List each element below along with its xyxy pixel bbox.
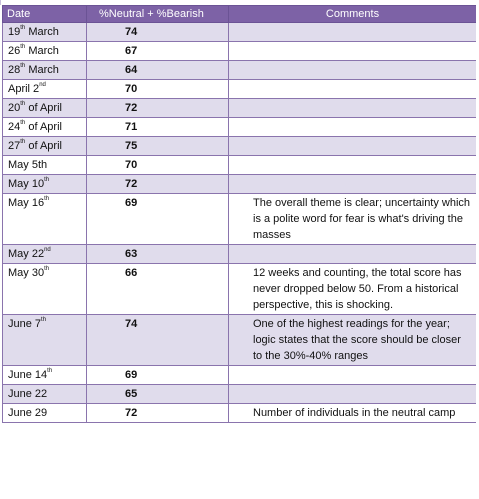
date-main: May 16 — [8, 197, 45, 209]
date-ordinal-suffix: th — [44, 196, 50, 203]
date-main: May 5th — [8, 159, 48, 171]
date-rest: of April — [28, 121, 62, 133]
comment-cell — [229, 366, 477, 385]
date-ordinal-suffix: th — [44, 177, 50, 184]
score-cell: 75 — [87, 137, 229, 156]
page-corner-mark — [0, 0, 1, 5]
comment-cell: The overall theme is clear; uncertainty which is a polite word for fear is what's driving the masses — [229, 194, 477, 245]
date-ordinal-suffix: th — [41, 317, 47, 324]
comment-cell — [229, 175, 477, 194]
date-cell — [3, 156, 87, 175]
date-ordinal-suffix: th — [20, 139, 26, 146]
date-cell — [3, 175, 87, 194]
date-cell — [3, 137, 87, 156]
date-cell — [3, 194, 87, 245]
comment-cell: 12 weeks and counting, the total score has never dropped below 50. From a historical perspective, this is shocking. — [229, 264, 477, 315]
table-row — [3, 118, 477, 137]
score-cell: 70 — [87, 156, 229, 175]
score-cell: 64 — [87, 61, 229, 80]
table-row — [3, 264, 477, 315]
date-main: 26 — [8, 45, 21, 57]
date-rest: March — [28, 26, 59, 38]
date-cell — [3, 245, 87, 264]
date-rest: of April — [28, 102, 62, 114]
header-comments: Comments — [229, 6, 477, 23]
date-main: 20 — [8, 102, 21, 114]
comment-cell — [229, 118, 477, 137]
date-main: June 29 — [8, 407, 48, 419]
date-cell — [3, 315, 87, 366]
table-row — [3, 42, 477, 61]
sentiment-table-container — [2, 5, 476, 499]
score-cell: 69 — [87, 366, 229, 385]
table-row — [3, 175, 477, 194]
date-main: April 2 — [8, 83, 40, 95]
comment-cell — [229, 80, 477, 99]
date-main: June 14 — [8, 369, 48, 381]
header-date: Date — [3, 6, 87, 23]
date-ordinal-suffix: nd — [44, 247, 51, 254]
score-cell: 63 — [87, 245, 229, 264]
date-ordinal-suffix: th — [20, 44, 26, 51]
table-row — [3, 385, 477, 404]
table-row — [3, 61, 477, 80]
date-main: June 22 — [8, 388, 48, 400]
date-main: 27 — [8, 140, 21, 152]
date-main: June 7 — [8, 318, 42, 330]
table-row — [3, 99, 477, 118]
date-cell — [3, 404, 87, 423]
comment-cell — [229, 99, 477, 118]
comment-cell — [229, 42, 477, 61]
score-cell: 74 — [87, 23, 229, 42]
score-cell: 65 — [87, 385, 229, 404]
table-row — [3, 245, 477, 264]
date-ordinal-suffix: th — [20, 120, 26, 127]
score-cell: 66 — [87, 264, 229, 315]
comment-cell — [229, 137, 477, 156]
table-row — [3, 156, 477, 175]
date-ordinal-suffix: th — [20, 101, 26, 108]
date-main: 24 — [8, 121, 21, 133]
sentiment-table — [2, 5, 476, 423]
date-rest: of April — [28, 140, 62, 152]
date-main: May 10 — [8, 178, 45, 190]
date-ordinal-suffix: nd — [39, 82, 46, 89]
score-cell: 72 — [87, 404, 229, 423]
date-main: May 22 — [8, 248, 45, 260]
date-ordinal-suffix: th — [47, 368, 53, 375]
date-cell — [3, 264, 87, 315]
comment-cell: Number of individuals in the neutral camp — [229, 404, 477, 423]
table-row — [3, 194, 477, 245]
score-cell: 67 — [87, 42, 229, 61]
comment-cell — [229, 385, 477, 404]
date-rest: March — [28, 64, 59, 76]
comment-cell — [229, 156, 477, 175]
score-cell: 71 — [87, 118, 229, 137]
table-row — [3, 366, 477, 385]
table-header-row — [3, 6, 477, 23]
date-cell — [3, 385, 87, 404]
date-cell — [3, 80, 87, 99]
table-row — [3, 80, 477, 99]
date-ordinal-suffix: th — [44, 266, 50, 273]
comment-cell — [229, 23, 477, 42]
table-row — [3, 23, 477, 42]
date-ordinal-suffix: th — [20, 63, 26, 70]
date-cell — [3, 42, 87, 61]
date-cell — [3, 99, 87, 118]
date-cell — [3, 118, 87, 137]
comment-cell — [229, 245, 477, 264]
table-row — [3, 315, 477, 366]
score-cell: 74 — [87, 315, 229, 366]
header-score: %Neutral + %Bearish — [87, 6, 229, 23]
date-main: 19 — [8, 26, 21, 38]
comment-cell: One of the highest readings for the year; logic states that the score should be closer to the 30%-40% ranges — [229, 315, 477, 366]
score-cell: 69 — [87, 194, 229, 245]
score-cell: 72 — [87, 99, 229, 118]
date-ordinal-suffix: th — [20, 25, 26, 32]
date-rest: March — [28, 45, 59, 57]
score-cell: 70 — [87, 80, 229, 99]
comment-cell — [229, 61, 477, 80]
date-main: 28 — [8, 64, 21, 76]
date-main: May 30 — [8, 267, 45, 279]
score-cell: 72 — [87, 175, 229, 194]
date-cell — [3, 61, 87, 80]
table-row — [3, 137, 477, 156]
date-cell — [3, 366, 87, 385]
table-row — [3, 404, 477, 423]
date-cell — [3, 23, 87, 42]
